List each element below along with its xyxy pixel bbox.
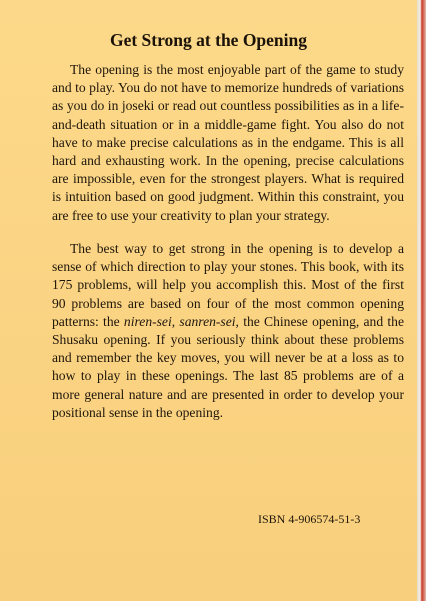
- term-niren-sei: niren-sei: [123, 313, 172, 329]
- spine-edge: [417, 0, 426, 601]
- paragraph-2-text-b: , the Chinese opening, and the Shusaku opening. If you seriously think about these problems and remember the key moves, you will never be at a loss as to how to play in these openings. The last 85 problems are of a more general nature and are presented in order to develop your positional sense in the opening.: [52, 313, 405, 420]
- book-title: Get Strong at the Opening: [109, 30, 308, 50]
- description-paragraph-1: The opening is the most enjoyable part of the game to study and to play. You do not have to memorize hundreds of variations as you do in joseki or read out countless possibilities as in a life-and-death situation or in a middle-game fight. You also do not have to make precise calculations as in the endgame. This is all hard and exhausting work. In the opening, precise calculations are impossible, even for the strongest players. What is required is intuition based on good judgment. Within this constraint, you are free to use your creativity to plan your strategy.: [52, 62, 404, 223]
- isbn-number: ISBN 4-906574-51-3: [258, 512, 361, 526]
- term-sanren-sei: sanren-sei: [179, 313, 236, 329]
- description-paragraph-2: [52, 240, 404, 422]
- paragraph-2-text-a: The best way to get strong in the opening is to develop a sense of which direction to play your stones. This book, with its 175 problems, will help you accomplish this. Most of the first 90 problems are based on four of the most common opening patterns: the: [52, 241, 404, 329]
- paragraph-2-separator: ,: [171, 313, 180, 329]
